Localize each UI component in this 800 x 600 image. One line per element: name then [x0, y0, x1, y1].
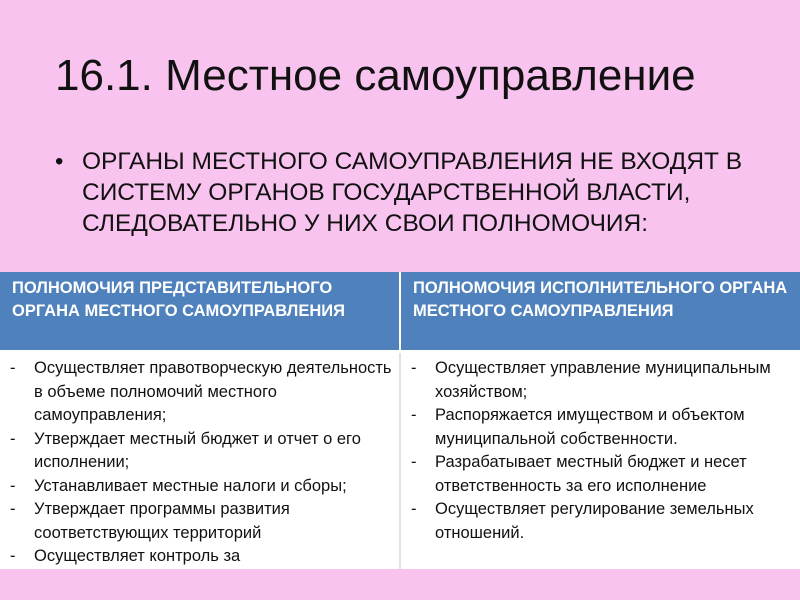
list-item-text: Утверждает программы развития соответствующих территорий	[34, 500, 290, 542]
slide-title: 16.1. Местное самоуправление	[55, 51, 696, 100]
bullet-dot-icon: •	[55, 148, 64, 175]
executive-powers-list	[409, 357, 794, 545]
bullet-point	[55, 146, 770, 239]
dash-icon: -	[10, 359, 16, 377]
representative-powers-cell	[0, 352, 400, 569]
table-row	[0, 352, 800, 569]
list-item	[8, 428, 393, 475]
list-item	[8, 545, 393, 569]
list-item	[8, 498, 393, 545]
header-executive-body: ПОЛНОМОЧИЯ ИСПОЛНИТЕЛЬНОГО ОРГАНА МЕСТНОГО САМОУПРАВЛЕНИЯ	[400, 272, 800, 352]
powers-table	[0, 272, 800, 569]
representative-powers-list	[8, 357, 393, 569]
list-item-text: Осуществляет регулирование земельных отношений.	[435, 500, 754, 542]
list-item-text: Разрабатывает местный бюджет и несет ответственность за его исполнение	[435, 453, 747, 495]
dash-icon: -	[10, 547, 16, 565]
dash-icon: -	[411, 406, 417, 424]
list-item	[8, 475, 393, 499]
list-item	[409, 404, 794, 451]
list-item-text: Устанавливает местные налоги и сборы;	[34, 476, 347, 495]
bullet-text: ОРГАНЫ МЕСТНОГО САМОУПРАВЛЕНИЯ НЕ ВХОДЯТ В СИСТЕМУ ОРГАНОВ ГОСУДАРСТВЕННОЙ ВЛАСТИ, СЛЕДОВАТЕЛЬНО У НИХ СВОИ ПОЛНОМОЧИЯ:	[82, 148, 743, 237]
list-item-text: Осуществляет контроль за	[34, 547, 241, 565]
dash-icon: -	[411, 359, 417, 377]
list-item	[409, 451, 794, 498]
list-item	[409, 498, 794, 545]
table-header-row	[0, 272, 800, 352]
dash-icon: -	[411, 453, 417, 471]
list-item	[409, 357, 794, 404]
dash-icon: -	[10, 429, 16, 448]
header-representative-body: ПОЛНОМОЧИЯ ПРЕДСТАВИТЕЛЬНОГО ОРГАНА МЕСТНОГО САМОУПРАВЛЕНИЯ	[0, 272, 400, 352]
list-item	[8, 357, 393, 428]
dash-icon: -	[10, 476, 16, 495]
list-item-text: Утверждает местный бюджет и отчет о его исполнении;	[34, 429, 361, 471]
list-item-text: Распоряжается имуществом и объектом муниципальной собственности.	[435, 406, 745, 448]
executive-powers-cell	[400, 352, 800, 569]
dash-icon: -	[411, 500, 417, 518]
list-item-text: Осуществляет управление муниципальным хозяйством;	[435, 359, 771, 401]
list-item-text: Осуществляет правотворческую деятельность в объеме полномочий местного самоуправления;	[34, 359, 392, 424]
dash-icon: -	[10, 500, 16, 518]
